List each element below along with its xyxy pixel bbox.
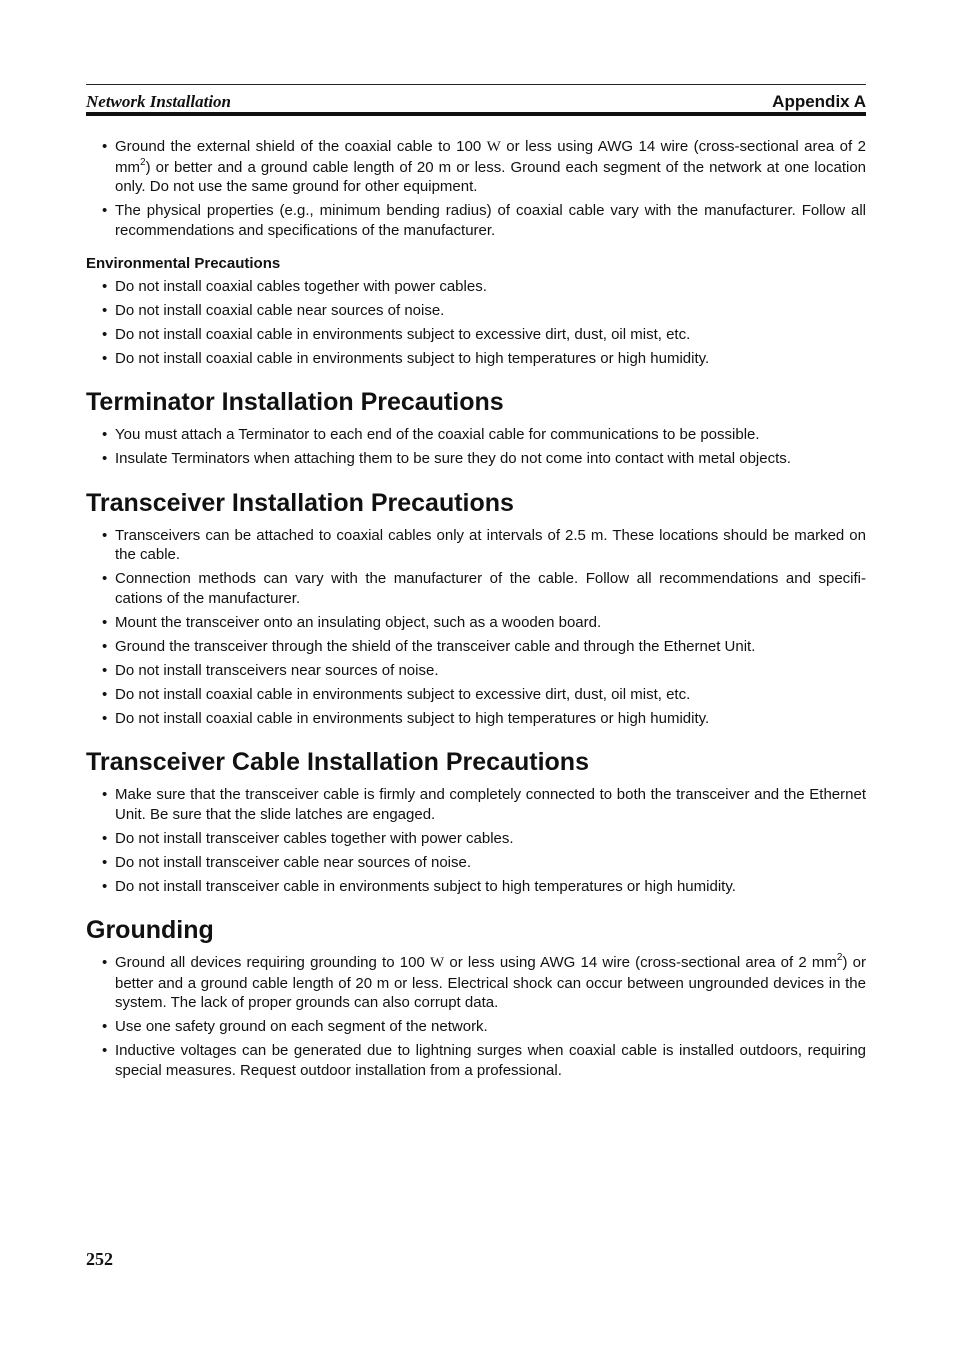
transceiver-cable-list — [86, 785, 866, 896]
list-item — [86, 953, 866, 1013]
bullet-icon: • — [102, 450, 108, 467]
bullet-icon: • — [102, 301, 108, 319]
list-item — [86, 685, 866, 705]
list-item-text: You must attach a Terminator to each end of the coaxial cable for communications to be possible. — [115, 426, 760, 443]
text-segment: or less using AWG 14 wire (cross-sectional area of 2 mm — [444, 954, 837, 971]
environmental-list — [86, 277, 866, 369]
list-item — [86, 301, 866, 321]
transceiver-section — [86, 488, 866, 729]
bullet-icon: • — [102, 1018, 108, 1035]
grounding-list — [86, 953, 866, 1080]
section-heading: Terminator Installation Precautions — [86, 388, 504, 416]
text-segment: ) or better and a ground cable length of 20 m or less. Ground each segment of the network at one location only. Do not use the same ground for other equipment. — [115, 158, 866, 195]
list-item — [86, 637, 866, 657]
intro-list — [86, 137, 866, 240]
list-item — [86, 349, 866, 369]
list-item-text: Use one safety ground on each segment of the network. — [115, 1018, 488, 1035]
page-header — [86, 85, 866, 112]
list-item — [86, 277, 866, 297]
bullet-icon: • — [102, 637, 108, 655]
list-item — [86, 1041, 866, 1080]
section-heading: Grounding — [86, 916, 214, 944]
header-section-title: Network Installation — [86, 92, 232, 111]
list-item-text: The physical properties (e.g., minimum bending radius) of coaxial cable vary with the manufacturer. Follow all recommendations and specifications of the manufacturer. — [115, 202, 866, 239]
text-segment: Ground all devices requiring grounding to 100 — [115, 954, 430, 971]
list-item-text: Make sure that the transceiver cable is firmly and completely connected to both the transceiver and the Ethernet Unit. Be sure that the slide latches are engaged. — [115, 786, 866, 823]
terminator-list — [86, 425, 866, 469]
header-bottom-rule — [86, 112, 866, 116]
bullet-icon: • — [102, 277, 108, 295]
list-item — [86, 613, 866, 633]
list-item — [86, 325, 866, 345]
superscript: 2 — [836, 952, 843, 963]
list-item-text: Do not install transceiver cable near sources of noise. — [115, 853, 472, 871]
bullet-icon: • — [102, 661, 108, 679]
list-item-text: Mount the transceiver onto an insulating object, such as a wooden board. — [115, 613, 602, 631]
list-item-text: Do not install transceivers near sources of noise. — [115, 661, 439, 679]
list-item-text: Connection methods can vary with the manufacturer of the cable. Follow all recommendations and specifi-cations of the manufacturer. — [115, 570, 866, 607]
list-item-text: Ground the transceiver through the shield of the transceiver cable and through the Ethernet Unit. — [115, 637, 756, 655]
list-item — [86, 661, 866, 681]
bullet-icon: • — [102, 526, 108, 544]
bullet-icon: • — [102, 709, 108, 727]
transceiver-list — [86, 526, 866, 729]
list-item-text: Insulate Terminators when attaching them to be sure they do not come into contact with metal objects. — [115, 450, 791, 467]
bullet-icon: • — [102, 613, 108, 631]
grounding-section — [86, 915, 866, 1080]
bullet-icon: • — [102, 829, 108, 847]
page — [86, 84, 866, 1085]
list-item — [86, 425, 866, 445]
list-item — [86, 853, 866, 873]
transceiver-cable-section — [86, 747, 866, 896]
bullet-icon: • — [102, 853, 108, 871]
list-item-text: Do not install transceiver cables together with power cables. — [115, 829, 514, 847]
list-item-text: Do not install coaxial cable in environments subject to excessive dirt, dust, oil mist, etc. — [115, 685, 691, 703]
ohm-symbol: W — [430, 955, 445, 971]
page-content — [86, 137, 866, 1080]
bullet-icon: • — [102, 202, 108, 219]
list-item — [86, 785, 866, 824]
list-item — [86, 526, 866, 565]
superscript: 2 — [140, 156, 146, 168]
list-item-text: Transceivers can be attached to coaxial cables only at intervals of 2.5 m. These locations should be marked on the cable. — [115, 526, 866, 563]
list-item — [86, 137, 866, 197]
list-item-text: Do not install coaxial cable near sources of noise. — [115, 301, 445, 319]
list-item — [86, 449, 866, 469]
section-heading: Transceiver Installation Precautions — [86, 488, 514, 517]
environmental-heading: Environmental Precautions — [86, 255, 281, 272]
text-segment: or less using AWG 14 wire (cross-sectional area of 2 mm — [115, 138, 866, 176]
bullet-icon: • — [102, 1042, 108, 1059]
header-appendix-label: Appendix A — [772, 92, 866, 111]
bullet-icon: • — [102, 426, 108, 443]
bullet-icon: • — [102, 138, 108, 155]
text-segment: ) or better and a ground cable length of 20 m or less. Electrical shock can occur between ungrounded devices in the system. The lack of proper grounds can also corrupt data. — [115, 954, 866, 1011]
list-item — [86, 877, 866, 897]
bullet-icon: • — [102, 877, 108, 895]
terminator-section — [86, 387, 866, 469]
bullet-icon: • — [102, 786, 108, 803]
bullet-icon: • — [102, 325, 108, 343]
bullet-icon: • — [102, 685, 108, 703]
list-item-text: Inductive voltages can be generated due to lightning surges when coaxial cable is installed outdoors, requiring special measures. Request outdoor installation from a professional. — [115, 1042, 866, 1079]
list-item-text: Do not install coaxial cable in environments subject to high temperatures or high humidity. — [115, 349, 710, 367]
ohm-symbol: W — [486, 139, 501, 155]
bullet-icon: • — [102, 570, 108, 587]
text-segment: Ground the external shield of the coaxial cable to 100 — [115, 138, 487, 155]
list-item-text: Do not install coaxial cables together with power cables. — [115, 277, 487, 295]
list-item — [86, 709, 866, 729]
list-item — [86, 1017, 866, 1037]
bullet-icon: • — [102, 954, 108, 971]
list-item — [86, 829, 866, 849]
list-item — [86, 569, 866, 608]
list-item-text: Do not install transceiver cable in environments subject to high temperatures or high humidity. — [115, 877, 736, 895]
page-number: 252 — [86, 1249, 113, 1269]
bullet-icon: • — [102, 349, 108, 367]
list-item-text: Do not install coaxial cable in environments subject to excessive dirt, dust, oil mist, etc. — [115, 325, 691, 343]
section-heading: Transceiver Cable Installation Precautions — [86, 748, 589, 776]
list-item — [86, 201, 866, 240]
list-item-text: Do not install coaxial cable in environments subject to high temperatures or high humidity. — [115, 709, 710, 727]
